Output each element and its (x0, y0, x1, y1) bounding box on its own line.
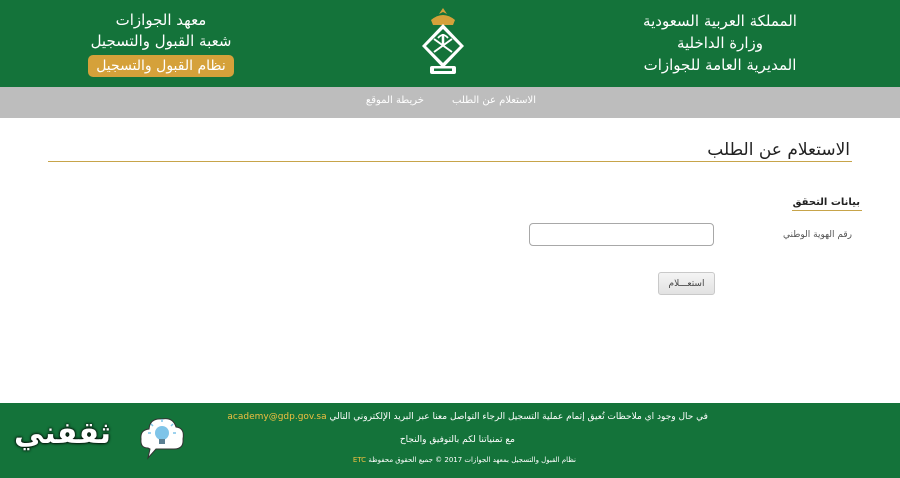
lightbulb-cloud-icon (138, 412, 186, 462)
title-divider (48, 161, 852, 162)
institute-name: معهد الجوازات (115, 11, 207, 29)
site-footer (0, 403, 900, 478)
copyright-text: نظام القبول والتسجيل بمعهد الجوازات 2017 © جميع الحقوق محفوظة (368, 456, 576, 464)
watermark-text: ثقفني (14, 416, 112, 451)
saudi-passports-emblem-icon (414, 6, 472, 78)
footer-wishes: مع تمنياتنا لكم بالتوفيق والنجاح (399, 435, 515, 445)
footer-copyright (353, 456, 576, 464)
nav-link-inquiry[interactable]: الاستعلام عن الطلب (452, 95, 536, 106)
system-badge: نظام القبول والتسجيل (88, 55, 234, 77)
etc-credit: ETC (352, 456, 367, 464)
site-header (0, 0, 900, 87)
footer-notice-text: في حال وجود اي ملاحظات تُعيق إتمام عملية التسجيل الرجاء التواصل معنا عبر البريد الإلكتروني التالي (329, 412, 708, 422)
nav-link-sitemap[interactable]: خريطة الموقع (365, 95, 424, 106)
ministry-line-2: وزارة الداخلية (676, 34, 764, 52)
ministry-line-1: المملكة العربية السعودية (643, 12, 797, 30)
institute-block (76, 10, 246, 77)
footer-notice (227, 412, 708, 422)
ministry-block (620, 10, 820, 76)
section-title: بيانات التحقق (792, 197, 860, 208)
national-id-input[interactable] (529, 223, 714, 246)
department-name: شعبة القبول والتسجيل (90, 32, 232, 50)
ministry-line-3: المديرية العامة للجوازات (643, 56, 797, 74)
contact-email-link[interactable]: academy@gdp.gov.sa (227, 412, 327, 422)
inquiry-submit-button[interactable]: استعـــلام (658, 272, 715, 295)
section-divider (792, 210, 862, 211)
national-id-label: رقم الهوية الوطني (782, 230, 852, 240)
page-title: الاستعلام عن الطلب (707, 140, 850, 160)
nav-bar (0, 87, 900, 118)
